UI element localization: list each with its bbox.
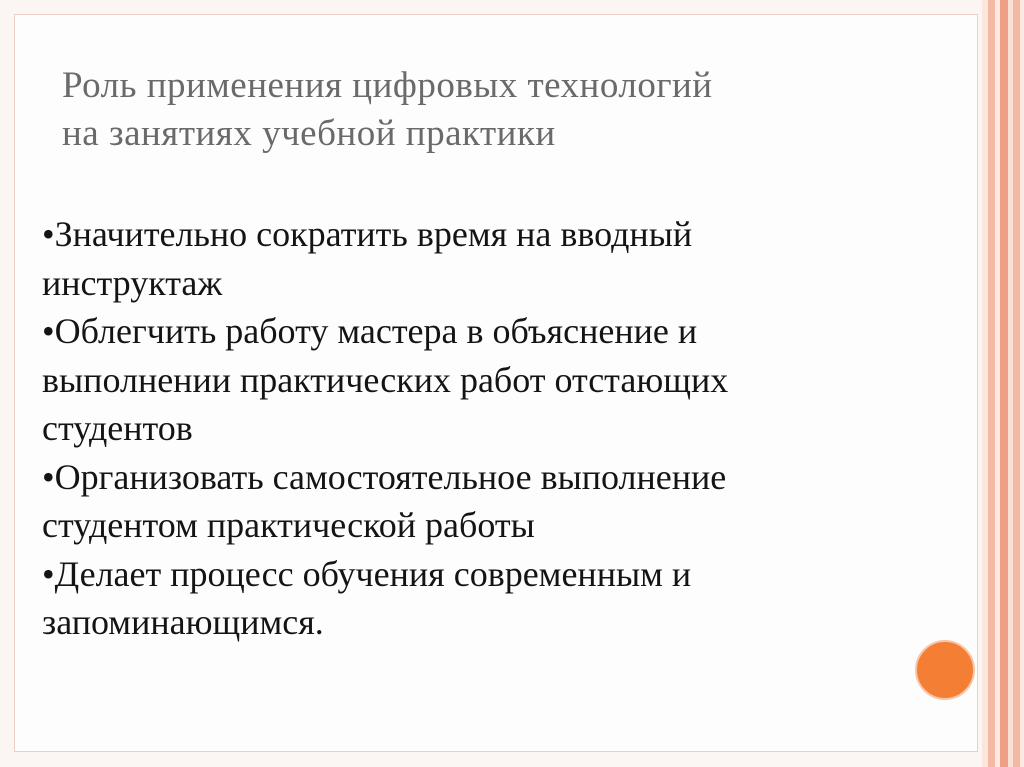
stripe: [1000, 0, 1008, 767]
bullet-line: инструктаж: [42, 262, 223, 303]
circle-icon: [915, 640, 975, 700]
bullet-line: •Организовать самостоятельное выполнение: [42, 456, 727, 497]
bullet-item: [42, 550, 902, 647]
decorative-stripes: [982, 0, 1024, 767]
bullet-item: [42, 210, 902, 307]
bullet-line: выполнении практических работ отстающих: [42, 359, 729, 400]
bullet-line: студентом практической работы: [42, 505, 535, 545]
bullet-item: [42, 453, 902, 550]
title-line: на занятиях учебной практики: [62, 113, 556, 154]
bullet-item: [42, 307, 902, 453]
bullet-line: запоминающимся.: [42, 602, 324, 642]
bullet-line: студентов: [42, 408, 193, 448]
slide-title: [62, 62, 922, 158]
stripe: [988, 0, 995, 767]
stripe: [1013, 0, 1020, 767]
title-line: Роль применения цифровых технологий: [62, 65, 713, 106]
bullet-list: [42, 210, 902, 647]
bullet-line: •Делает процесс обучения современным и: [42, 553, 692, 594]
stripe: [1020, 0, 1024, 767]
bullet-line: •Значительно сократить время на вводный: [42, 214, 693, 254]
bullet-line: •Облегчить работу мастера в объяснение и: [42, 311, 698, 351]
